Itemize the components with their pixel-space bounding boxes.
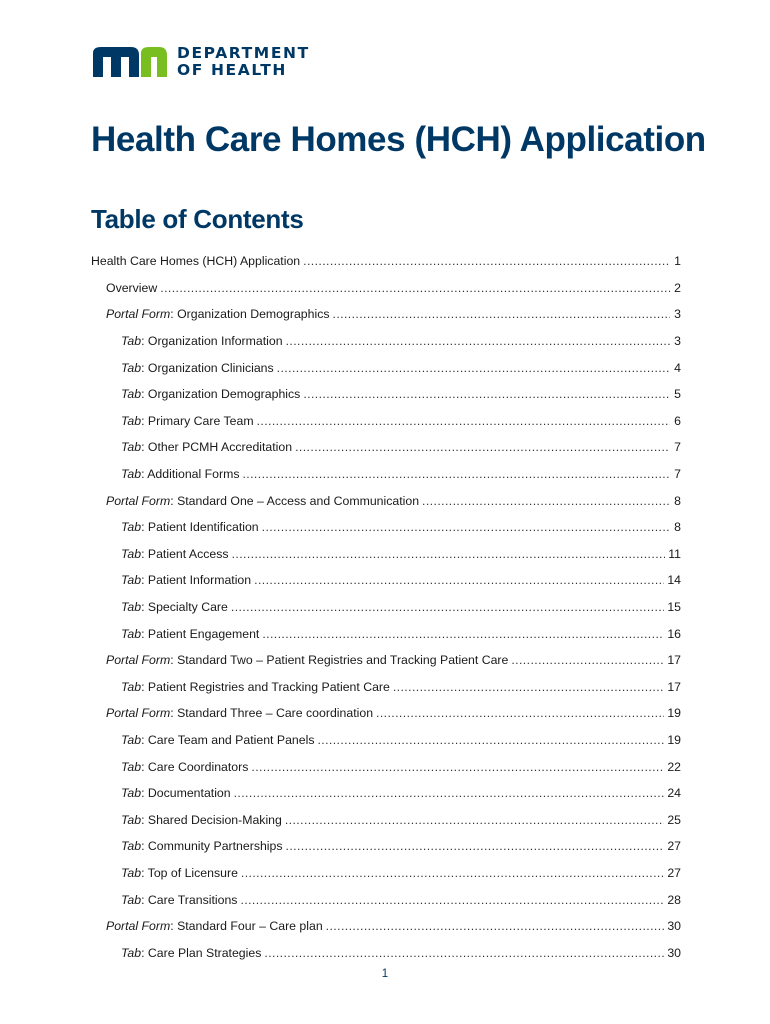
toc-dot-leader xyxy=(262,520,670,534)
toc-dot-leader xyxy=(393,680,664,694)
toc-entry-prefix: Tab xyxy=(121,865,142,880)
toc-entry-label xyxy=(121,893,237,907)
toc-entry[interactable] xyxy=(91,833,681,860)
toc-entry[interactable] xyxy=(91,354,681,381)
toc-entry[interactable] xyxy=(91,860,681,887)
toc-entry[interactable] xyxy=(91,913,681,940)
toc-dot-leader xyxy=(262,627,664,641)
toc-entry-text: : Patient Information xyxy=(141,573,252,588)
toc-entry[interactable] xyxy=(91,434,681,461)
toc-entry-prefix: Tab xyxy=(121,732,142,747)
toc-entry-prefix: Tab xyxy=(121,467,142,482)
toc-entry[interactable] xyxy=(91,594,681,621)
toc-entry-prefix: Tab xyxy=(121,440,142,455)
toc-entry-text: Health Care Homes (HCH) Application xyxy=(91,254,301,269)
toc-entry[interactable] xyxy=(91,275,681,302)
toc-entry-text: : Organization Clinicians xyxy=(141,360,274,375)
toc-entry-prefix: Tab xyxy=(121,546,142,561)
toc-page-number: 6 xyxy=(674,413,681,428)
toc-entry[interactable] xyxy=(91,886,681,913)
toc-page-number: 3 xyxy=(674,334,681,349)
toc-entry-text: : Patient Engagement xyxy=(141,626,260,641)
toc-entry-text: : Other PCMH Accreditation xyxy=(141,440,293,455)
toc-dot-leader xyxy=(264,946,664,960)
toc-entry-text: : Additional Forms xyxy=(141,467,240,482)
toc-entry-text: : Care Plan Strategies xyxy=(141,945,262,960)
mdh-logo xyxy=(91,44,310,80)
toc-entry-label xyxy=(121,627,259,641)
toc-page-number: 19 xyxy=(667,732,681,747)
toc-page-number: 24 xyxy=(667,786,681,801)
toc-dot-leader xyxy=(232,547,666,561)
toc-entry[interactable] xyxy=(91,806,681,833)
toc-entry[interactable] xyxy=(91,700,681,727)
toc-dot-leader xyxy=(295,440,670,454)
toc-entry-text: : Organization Information xyxy=(141,334,283,349)
toc-entry-text: : Standard One – Access and Communication xyxy=(170,493,420,508)
toc-entry-text: : Shared Decision-Making xyxy=(141,812,282,827)
toc-entry[interactable] xyxy=(91,248,681,275)
toc-entry-label xyxy=(121,680,390,694)
toc-dot-leader xyxy=(257,414,670,428)
toc-entry-text: : Organization Demographics xyxy=(141,387,301,402)
toc-entry-label xyxy=(121,866,238,880)
toc-page-number: 7 xyxy=(674,440,681,455)
toc-entry-label xyxy=(121,387,300,401)
toc-entry-prefix: Tab xyxy=(121,759,142,774)
table-of-contents xyxy=(91,248,681,966)
toc-page-number: 2 xyxy=(674,280,681,295)
toc-entry-label xyxy=(121,414,254,428)
toc-entry-label xyxy=(121,786,231,800)
document-title: Health Care Homes (HCH) Application xyxy=(91,120,706,159)
toc-entry-label xyxy=(121,520,259,534)
toc-entry-label xyxy=(106,653,508,667)
toc-entry-label xyxy=(106,494,419,508)
toc-entry-prefix: Portal Form xyxy=(106,919,171,934)
toc-entry-label xyxy=(106,307,330,321)
toc-entry[interactable] xyxy=(91,674,681,701)
toc-page-number: 4 xyxy=(674,360,681,375)
toc-page-number: 30 xyxy=(667,919,681,934)
toc-dot-leader xyxy=(251,760,664,774)
toc-entry-text: : Care Coordinators xyxy=(141,759,249,774)
page-number: 1 xyxy=(381,968,389,980)
logo-line-1: DEPARTMENT xyxy=(177,44,310,62)
toc-entry-text: : Care Team and Patient Panels xyxy=(141,732,315,747)
toc-entry-label xyxy=(91,254,300,268)
toc-entry-text: : Primary Care Team xyxy=(141,413,254,428)
toc-entry[interactable] xyxy=(91,328,681,355)
toc-entry-label xyxy=(121,573,251,587)
toc-page-number: 22 xyxy=(667,759,681,774)
toc-entry-label xyxy=(121,334,283,348)
toc-entry-text: : Patient Registries and Tracking Patient Care xyxy=(141,679,390,694)
toc-dot-leader xyxy=(277,361,670,375)
toc-dot-leader xyxy=(303,387,670,401)
toc-page-number: 30 xyxy=(667,945,681,960)
toc-dot-leader xyxy=(286,334,670,348)
toc-entry-prefix: Tab xyxy=(121,945,142,960)
toc-dot-leader xyxy=(326,919,665,933)
toc-dot-leader xyxy=(286,839,665,853)
toc-entry-label xyxy=(121,813,282,827)
toc-entry-text: : Community Partnerships xyxy=(141,839,283,854)
department-of-health-wordmark xyxy=(177,45,310,79)
toc-dot-leader xyxy=(285,813,664,827)
toc-entry-prefix: Tab xyxy=(121,334,142,349)
toc-entry[interactable] xyxy=(91,301,681,328)
toc-entry[interactable] xyxy=(91,647,681,674)
toc-entry-prefix: Portal Form xyxy=(106,307,171,322)
toc-entry[interactable] xyxy=(91,408,681,435)
toc-entry-label xyxy=(106,281,157,295)
toc-entry-label xyxy=(106,706,373,720)
toc-page-number: 17 xyxy=(667,679,681,694)
toc-entry-prefix: Tab xyxy=(121,812,142,827)
toc-page-number: 27 xyxy=(667,865,681,880)
toc-page-number: 25 xyxy=(667,812,681,827)
toc-page-number: 5 xyxy=(674,387,681,402)
toc-dot-leader xyxy=(303,254,670,268)
toc-entry-text: : Standard Four – Care plan xyxy=(170,919,323,934)
toc-entry[interactable] xyxy=(91,541,681,568)
toc-dot-leader xyxy=(511,653,664,667)
toc-entry[interactable] xyxy=(91,487,681,514)
toc-entry-label xyxy=(121,547,229,561)
toc-dot-leader xyxy=(160,281,670,295)
toc-entry-prefix: Tab xyxy=(121,626,142,641)
toc-page-number: 15 xyxy=(667,600,681,615)
toc-page-number: 17 xyxy=(667,653,681,668)
toc-dot-leader xyxy=(317,733,664,747)
toc-page-number: 16 xyxy=(667,626,681,641)
toc-entry-prefix: Portal Form xyxy=(106,653,171,668)
toc-page-number: 14 xyxy=(667,573,681,588)
toc-entry-label xyxy=(121,467,239,481)
toc-entry[interactable] xyxy=(91,727,681,754)
toc-entry-text: : Patient Access xyxy=(141,546,229,561)
toc-page-number: 7 xyxy=(674,467,681,482)
toc-entry-label xyxy=(121,600,228,614)
toc-entry[interactable] xyxy=(91,461,681,488)
toc-entry[interactable] xyxy=(91,381,681,408)
toc-entry-text: : Documentation xyxy=(141,786,231,801)
toc-dot-leader xyxy=(231,600,664,614)
toc-entry-text: : Organization Demographics xyxy=(170,307,330,322)
toc-dot-leader xyxy=(333,307,671,321)
toc-entry-label xyxy=(121,760,248,774)
toc-page-number: 1 xyxy=(674,254,681,269)
toc-entry-prefix: Tab xyxy=(121,679,142,694)
toc-entry-prefix: Tab xyxy=(121,413,142,428)
toc-entry-text: : Standard Three – Care coordination xyxy=(170,706,374,721)
toc-heading: Table of Contents xyxy=(91,204,304,234)
toc-entry[interactable] xyxy=(91,753,681,780)
minnesota-mn-logo-icon xyxy=(91,45,169,79)
toc-entry-text: : Patient Identification xyxy=(141,520,259,535)
toc-page-number: 28 xyxy=(667,892,681,907)
toc-entry-label xyxy=(121,733,314,747)
toc-entry-label xyxy=(106,919,323,933)
toc-page-number: 8 xyxy=(674,493,681,508)
toc-entry-prefix: Tab xyxy=(121,786,142,801)
toc-entry-text: Overview xyxy=(106,280,158,295)
toc-page-number: 3 xyxy=(674,307,681,322)
toc-entry-prefix: Tab xyxy=(121,360,142,375)
toc-entry[interactable] xyxy=(91,567,681,594)
toc-entry-text: : Care Transitions xyxy=(141,892,238,907)
toc-dot-leader xyxy=(254,573,664,587)
toc-dot-leader xyxy=(242,467,670,481)
toc-entry-prefix: Portal Form xyxy=(106,493,171,508)
toc-entry-text: : Standard Two – Patient Registries and Tracking Patient Care xyxy=(170,653,509,668)
toc-dot-leader xyxy=(240,893,664,907)
toc-entry-label xyxy=(121,440,292,454)
toc-entry-prefix: Tab xyxy=(121,573,142,588)
toc-entry[interactable] xyxy=(91,514,681,541)
toc-page-number: 8 xyxy=(674,520,681,535)
toc-entry-prefix: Tab xyxy=(121,387,142,402)
toc-dot-leader xyxy=(422,494,670,508)
toc-entry-prefix: Tab xyxy=(121,600,142,615)
toc-entry[interactable] xyxy=(91,939,681,966)
toc-entry-label xyxy=(121,839,283,853)
toc-entry-label xyxy=(121,361,274,375)
toc-entry[interactable] xyxy=(91,620,681,647)
toc-entry[interactable] xyxy=(91,780,681,807)
toc-entry-prefix: Tab xyxy=(121,520,142,535)
toc-entry-prefix: Tab xyxy=(121,839,142,854)
toc-dot-leader xyxy=(376,706,664,720)
toc-dot-leader xyxy=(234,786,665,800)
toc-page-number: 11 xyxy=(668,546,681,561)
logo-line-2: OF HEALTH xyxy=(177,61,287,79)
toc-entry-prefix: Tab xyxy=(121,892,142,907)
toc-entry-text: : Top of Licensure xyxy=(141,865,238,880)
toc-dot-leader xyxy=(241,866,664,880)
toc-entry-prefix: Portal Form xyxy=(106,706,171,721)
toc-page-number: 27 xyxy=(667,839,681,854)
toc-entry-text: : Specialty Care xyxy=(141,600,228,615)
toc-entry-label xyxy=(121,946,261,960)
toc-page-number: 19 xyxy=(667,706,681,721)
